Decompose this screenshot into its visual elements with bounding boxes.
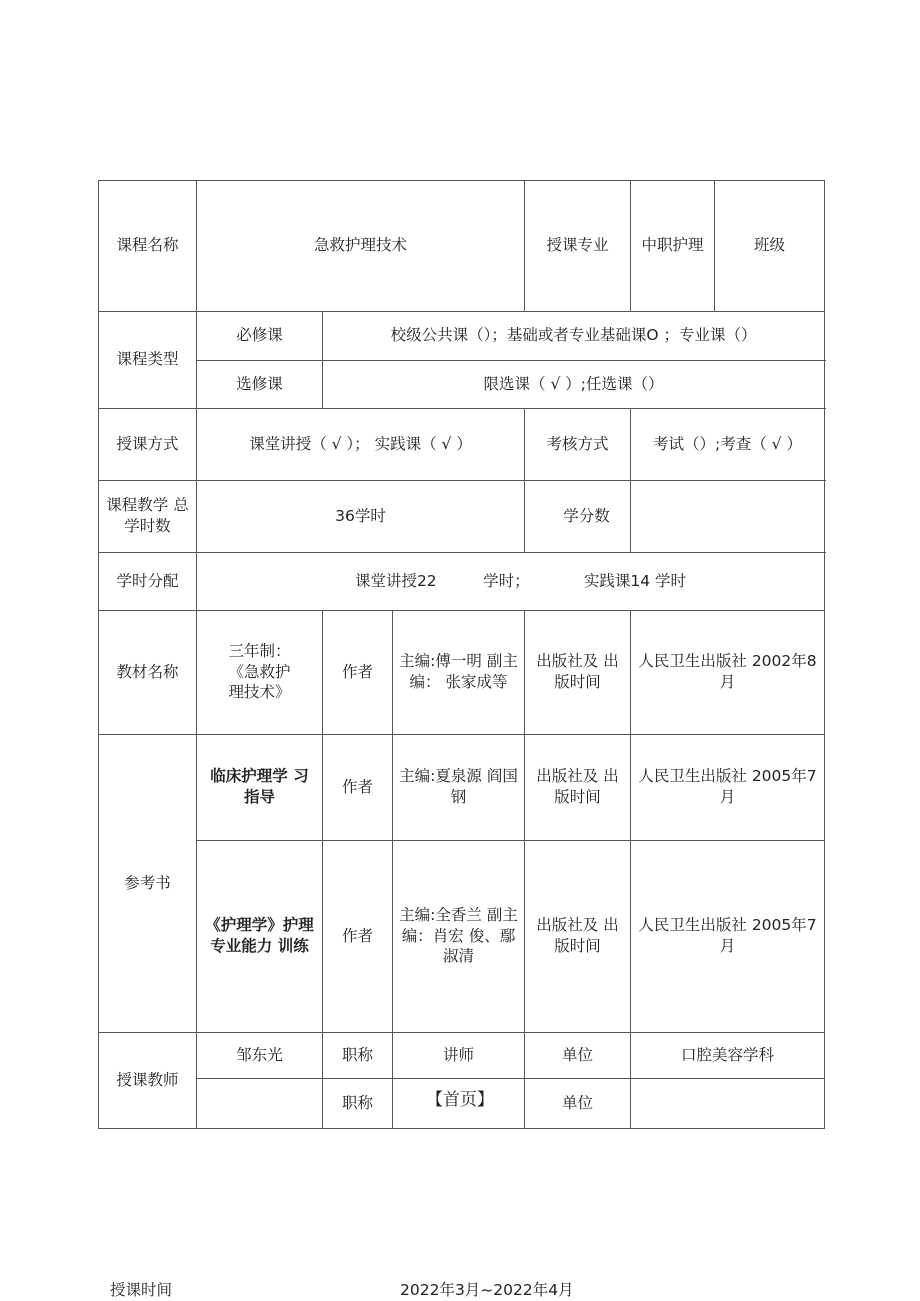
reference-publisher-label: 出版社及 出版时间	[525, 734, 631, 840]
reference-author-label: 作者	[323, 840, 393, 1032]
major-value: 中职护理	[631, 181, 715, 312]
hours-allocation-value: 课堂讲授22 学时； 实践课14 学时	[197, 552, 825, 610]
total-hours-label: 课程教学 总学时数	[99, 480, 197, 552]
textbook-title: 三年制：《急救护理技术》	[197, 610, 323, 734]
textbook-label: 教材名称	[99, 610, 197, 734]
reference-publisher-label: 出版社及 出版时间	[525, 840, 631, 1032]
assessment-value: 考试（）;考查（ √ ）	[631, 408, 825, 480]
instructor-title: 讲师	[393, 1032, 525, 1078]
instructor-title-label: 职称	[323, 1032, 393, 1078]
elective-value: 限选课（ √ ）;任选课（）	[323, 360, 825, 408]
major-label: 授课专业	[525, 181, 631, 312]
class-label: 班级	[715, 181, 825, 312]
textbook-publisher-label: 出版社及 出版时间	[525, 610, 631, 734]
instructor-unit-label: 单位	[525, 1032, 631, 1078]
instructor-name: 邹东光	[197, 1032, 323, 1078]
page-title: 【首页】	[426, 1090, 494, 1110]
reference-title: 《护理学》护理专业能力 训练	[197, 840, 323, 1032]
teaching-method-value: 课堂讲授（ √ ）； 实践课（ √ ）	[197, 408, 525, 480]
reference-publisher: 人民卫生出版社 2005年7月	[631, 840, 825, 1032]
assessment-label: 考核方式	[525, 408, 631, 480]
reference-publisher: 人民卫生出版社 2005年7月	[631, 734, 825, 840]
reference-books-label: 参考书	[99, 734, 197, 1032]
course-type-label: 课程类型	[99, 311, 197, 408]
teaching-time-label: 授课时间	[110, 1281, 173, 1299]
required-label: 必修课	[197, 311, 323, 360]
credit-value	[631, 480, 825, 552]
instructor-unit-label: 单位	[525, 1078, 631, 1128]
total-hours-value: 36学时	[197, 480, 525, 552]
instructor-label: 授课教师	[99, 1032, 197, 1128]
course-info-table	[98, 180, 825, 1129]
elective-label: 选修课	[197, 360, 323, 408]
instructor-title-label: 职称	[323, 1078, 393, 1128]
teaching-time-value: 2022年3月~2022年4月	[400, 1281, 574, 1299]
instructor-unit: 口腔美容学科	[631, 1032, 825, 1078]
reference-author: 主编:夏泉源 阎国钢	[393, 734, 525, 840]
textbook-author: 主编:傅一明 副主编： 张家成等	[393, 610, 525, 734]
reference-author-label: 作者	[323, 734, 393, 840]
hours-allocation-label: 学时分配	[99, 552, 197, 610]
reference-title: 临床护理学 习指导	[197, 734, 323, 840]
reference-author: 主编:全香兰 副主编：肖宏 俊、鄢淑清	[393, 840, 525, 1032]
textbook-author-label: 作者	[323, 610, 393, 734]
textbook-publisher: 人民卫生出版社 2002年8月	[631, 610, 825, 734]
credit-label: 学分数	[525, 480, 631, 552]
course-name-label: 课程名称	[99, 181, 197, 312]
required-value: 校级公共课（）；基础或者专业基础课O ；专业课（）	[323, 311, 825, 360]
teaching-method-label: 授课方式	[99, 408, 197, 480]
course-name-value: 急救护理技术	[197, 181, 525, 312]
